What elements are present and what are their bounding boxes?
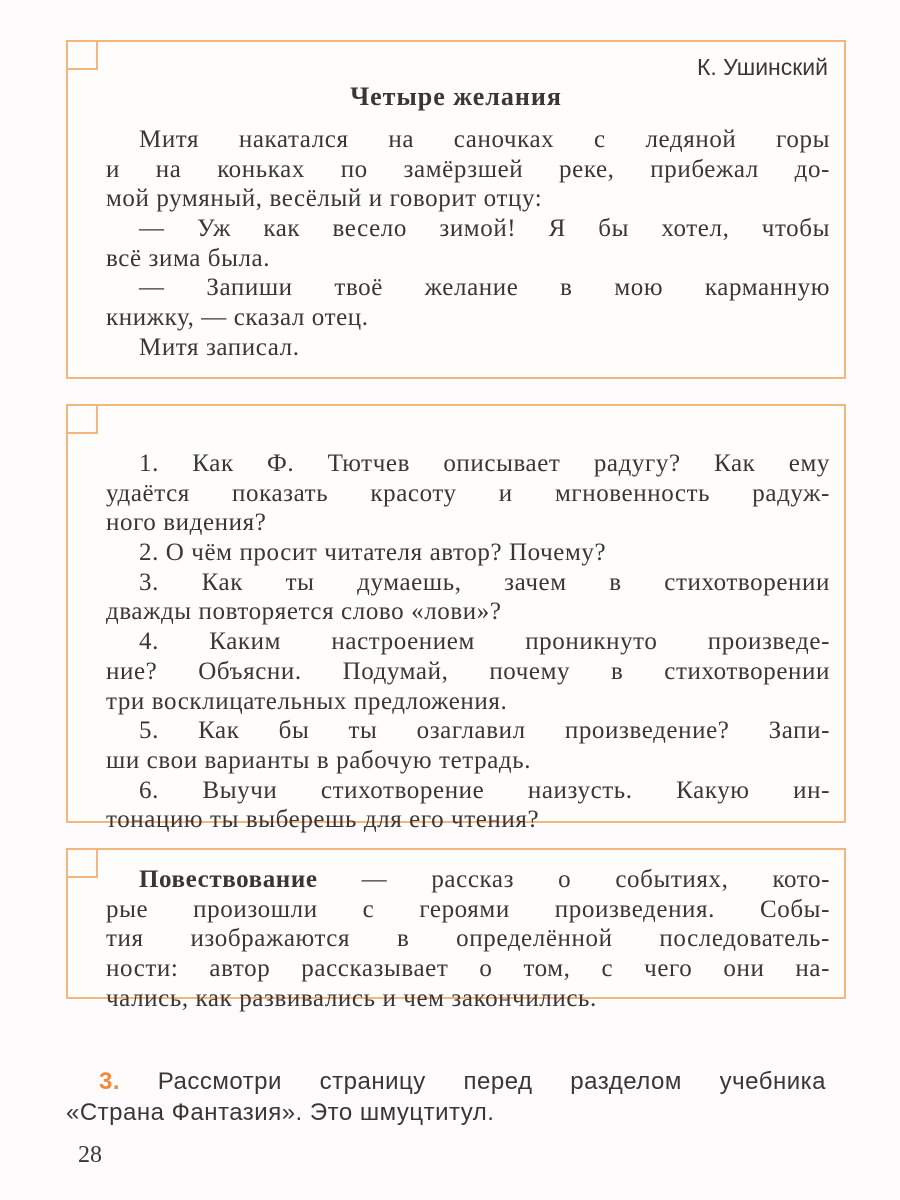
task-3 xyxy=(66,1066,826,1128)
task-line xyxy=(66,1066,826,1097)
definition-line xyxy=(106,865,830,895)
question-line: 3. Как ты думаешь, зачем в стихотворении xyxy=(139,568,830,596)
story-box xyxy=(66,40,846,379)
story-line: Митя записал. xyxy=(139,333,300,361)
task-text: Рассмотри страницу перед разделом учебника xyxy=(120,1068,826,1095)
definition-line: ности: автор рассказывает о том, с чего они на- xyxy=(106,955,830,983)
task-number: 3. xyxy=(99,1068,121,1095)
question-line: ние? Объясни. Подумай, почему в стихотворении xyxy=(106,657,830,685)
question-line: три восклицательных предложения. xyxy=(106,687,508,715)
story-title: Четыре желания xyxy=(350,82,562,111)
question-line: 6. Выучи стихотворение наизусть. Какую ин- xyxy=(139,776,830,804)
story-text xyxy=(106,125,830,363)
definition-term: Повествование xyxy=(139,866,318,893)
story-line: всё зима была. xyxy=(106,244,271,272)
definition-line-text: — рассказ о событиях, кото- xyxy=(317,866,830,893)
question-line: удаётся показать красоту и мгновенность радуж- xyxy=(106,479,830,507)
page-number: 28 xyxy=(78,1142,102,1168)
story-line: мой румяный, весёлый и говорит отцу: xyxy=(106,185,543,213)
question-line: ши свои варианты в рабочую тетрадь. xyxy=(106,746,532,774)
author: К. Ушинский xyxy=(696,54,828,80)
definition-text xyxy=(106,865,830,1013)
question-line: 1. Как Ф. Тютчев описывает радугу? Как ему xyxy=(139,450,830,477)
definition-line: тия изображаются в определённой последователь- xyxy=(106,925,830,953)
story-line: и на коньках по замёрзшей реке, прибежал до- xyxy=(106,155,830,183)
definition-line: чались, как развивались и чем закончились. xyxy=(106,984,597,1012)
story-line: Митя накатался на саночках с ледяной горы xyxy=(139,126,830,153)
story-line: — Запиши твоё желание в мою карманную xyxy=(139,274,830,302)
question-line: 2. О чём просит читателя автор? Почему? xyxy=(139,539,607,567)
box-corner-marker xyxy=(66,404,98,434)
question-line: дважды повторяется слово «лови»? xyxy=(106,598,502,626)
task-line: «Страна Фантазия». Это шмуцтитул. xyxy=(66,1099,495,1126)
box-corner-marker xyxy=(66,848,98,878)
question-line: 4. Каким настроением проникнуто произведе- xyxy=(139,628,830,656)
questions-box xyxy=(66,404,846,834)
question-line: ного видения? xyxy=(106,509,267,537)
story-line: книжку, — сказал отец. xyxy=(106,304,369,332)
questions-list xyxy=(106,449,830,835)
definition-box xyxy=(66,848,846,1012)
question-line: тонацию ты выберешь для его чтения? xyxy=(106,806,540,834)
story-line: — Уж как весело зимой! Я бы хотел, чтобы xyxy=(139,215,830,243)
definition-line: рые произошли с героями произведения. Собы- xyxy=(106,895,830,923)
box-corner-marker xyxy=(66,40,98,70)
question-line: 5. Как бы ты озаглавил произведение? Запи- xyxy=(139,717,830,745)
